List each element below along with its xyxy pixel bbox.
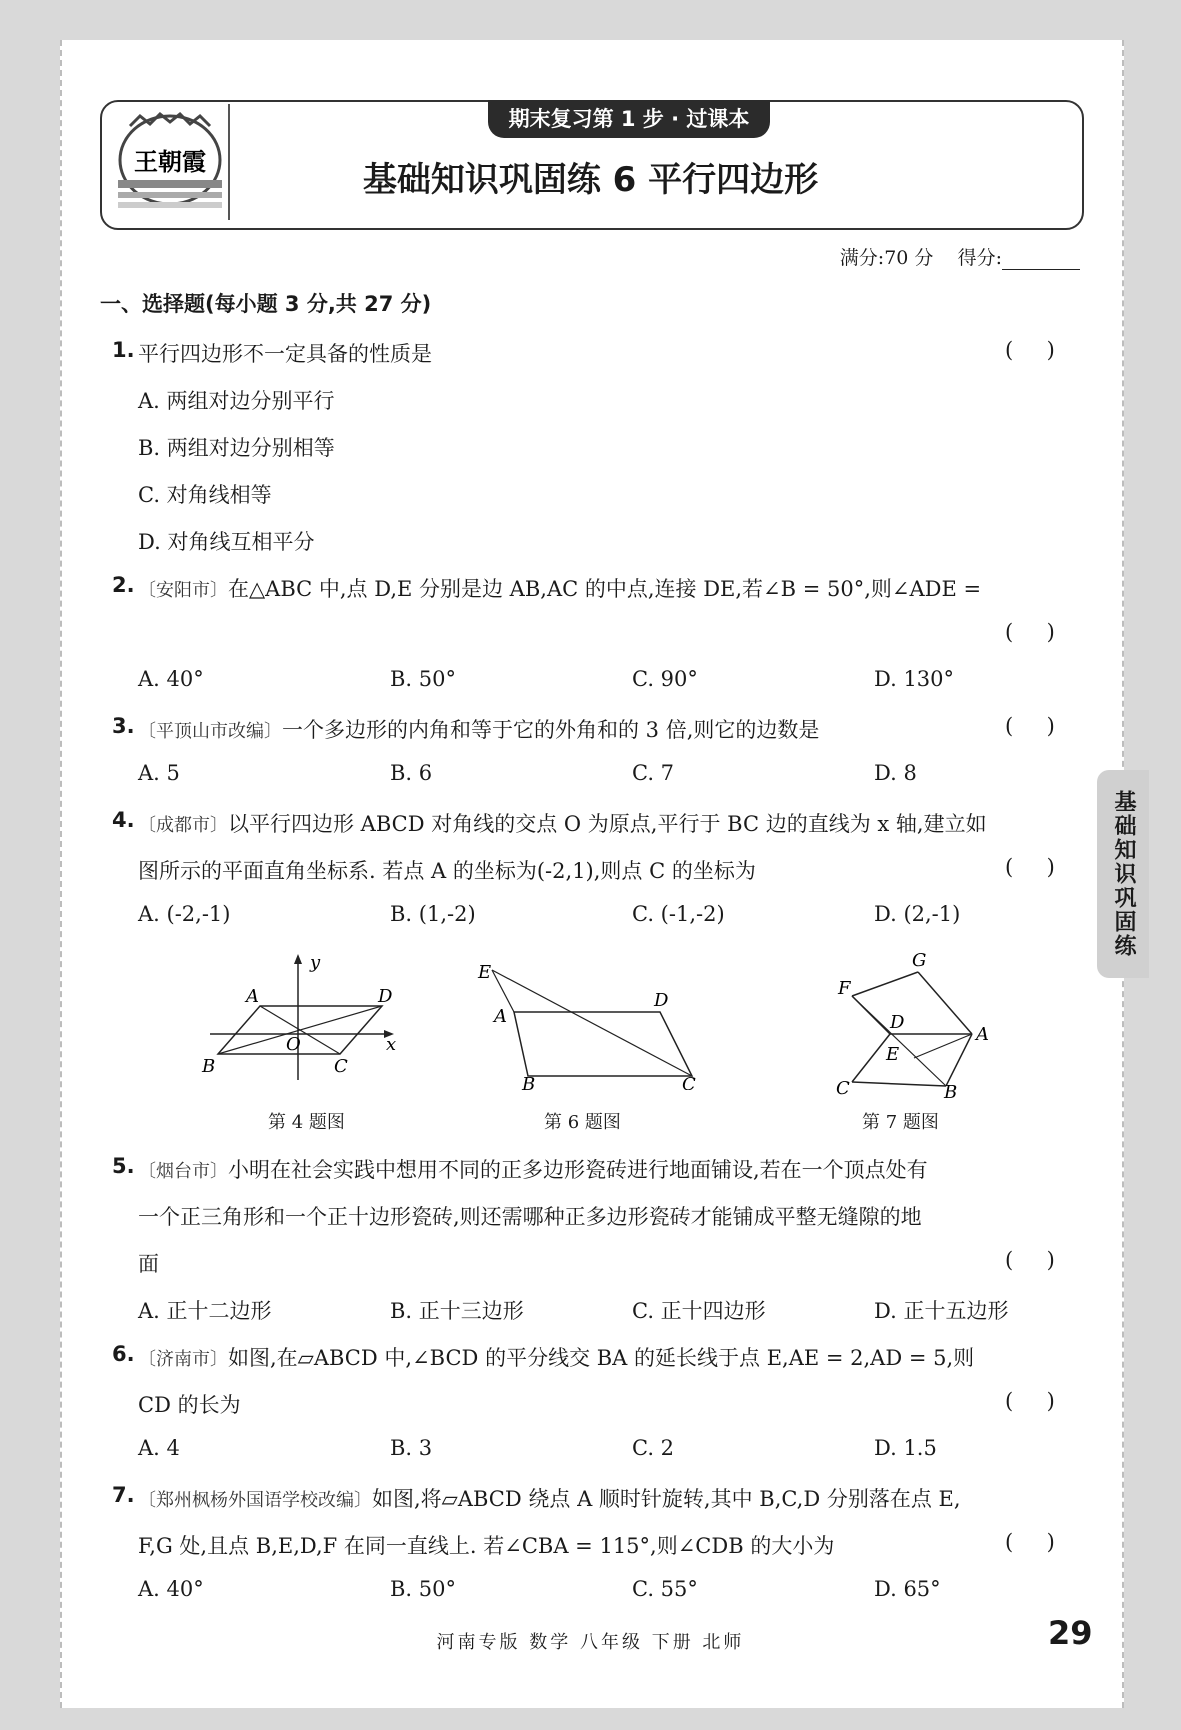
fig4-label-y: y (310, 952, 321, 973)
q1-option-d[interactable]: D. 对角线互相平分 (138, 530, 315, 554)
fig4-label-b: B (202, 1056, 216, 1077)
q5-stem-line1 (138, 1154, 928, 1184)
fig7-label-c: C (836, 1078, 850, 1099)
full-score: 满分:70 分 (839, 247, 934, 269)
q7-source: 〔郑州枫杨外国语学校改编〕 (138, 1490, 372, 1511)
q2-option-a[interactable]: A. 40° (138, 667, 204, 691)
fig7-ba (946, 1034, 972, 1086)
fig4-y-arrow (294, 954, 302, 964)
fig7-label-e: E (886, 1044, 900, 1065)
q6-option-a[interactable]: A. 4 (138, 1436, 180, 1460)
fig7-ea (914, 1034, 972, 1058)
q1-option-a[interactable]: A. 两组对边分别平行 (138, 389, 335, 413)
q7-answer-blank[interactable]: ( ) (1005, 1530, 1055, 1554)
fig6-label-b: B (522, 1074, 536, 1090)
q6-option-b[interactable]: B. 3 (390, 1436, 433, 1460)
fig7-dc (852, 1034, 890, 1082)
q2-option-b[interactable]: B. 50° (390, 667, 457, 691)
figure-7 (830, 950, 1000, 1100)
fig7-line-bf (852, 996, 946, 1086)
q5-option-b[interactable]: B. 正十三边形 (390, 1299, 524, 1323)
q2-option-c[interactable]: C. 90° (632, 667, 698, 691)
figure-7-caption: 第 7 题图 (862, 1112, 939, 1133)
q3-option-d[interactable]: D. 8 (874, 761, 917, 785)
q4-option-b[interactable]: B. (1,-2) (390, 902, 476, 926)
fig7-label-a: A (976, 1024, 989, 1045)
q7-text1: 如图,将▱ABCD 绕点 A 顺时针旋转,其中 B,C,D 分别落在点 E, (372, 1487, 961, 1511)
q4-option-a[interactable]: A. (-2,-1) (138, 902, 231, 926)
q5-answer-blank[interactable]: ( ) (1005, 1248, 1055, 1272)
page-title: 基础知识巩固练 6 平行四边形 (362, 160, 819, 200)
q5-number: 5. (112, 1154, 135, 1178)
q6-answer-blank[interactable]: ( ) (1005, 1389, 1055, 1413)
score-blank[interactable] (1002, 249, 1080, 270)
q6-number: 6. (112, 1342, 135, 1366)
q7-stem-line1 (138, 1483, 961, 1513)
q7-stem-line2: F,G 处,且点 B,E,D,F 在同一直线上. 若∠CBA = 115°,则∠CDB 的大小为 (138, 1534, 835, 1558)
q6-source: 〔济南市〕 (138, 1349, 228, 1370)
q3-text: 一个多边形的内角和等于它的外角和的 3 倍,则它的边数是 (282, 718, 820, 742)
q4-text1: 以平行四边形 ABCD 对角线的交点 O 为原点,平行于 BC 边的直线为 x 轴,建立如 (228, 812, 987, 836)
q7-option-d[interactable]: D. 65° (874, 1577, 941, 1601)
q4-option-d[interactable]: D. (2,-1) (874, 902, 961, 926)
page-number: 29 (1048, 1614, 1093, 1652)
q4-stem-line2: 图所示的平面直角坐标系. 若点 A 的坐标为(-2,1),则点 C 的坐标为 (138, 859, 756, 883)
fig7-label-f: F (838, 978, 851, 999)
q6-stem-line1 (138, 1342, 974, 1372)
fig4-label-o: O (286, 1034, 301, 1055)
q1-option-c[interactable]: C. 对角线相等 (138, 483, 272, 507)
q2-number: 2. (112, 573, 135, 597)
series-tab: 期末复习第 1 步 · 过课本 (488, 100, 770, 138)
fig7-label-b: B (944, 1082, 958, 1100)
logo-text: 王朝霞 (134, 147, 206, 176)
q1-option-b[interactable]: B. 两组对边分别相等 (138, 436, 335, 460)
score-label: 得分: (957, 247, 1002, 269)
q3-option-c[interactable]: C. 7 (632, 761, 675, 785)
footer-edition: 河南专版 数学 八年级 下册 北师 (436, 1632, 745, 1653)
fig7-label-g: G (912, 950, 927, 971)
q3-option-a[interactable]: A. 5 (138, 761, 180, 785)
q7-option-c[interactable]: C. 55° (632, 1577, 698, 1601)
figure-6-caption: 第 6 题图 (544, 1112, 621, 1133)
fig7-cb (852, 1082, 946, 1086)
q4-stem-line1 (138, 808, 987, 838)
section-heading: 一、选择题(每小题 3 分,共 27 分) (100, 292, 432, 316)
q6-option-d[interactable]: D. 1.5 (874, 1436, 937, 1460)
q4-option-c[interactable]: C. (-1,-2) (632, 902, 725, 926)
fig7-ga (918, 972, 972, 1034)
q4-number: 4. (112, 808, 135, 832)
fig6-parallelogram (514, 1012, 692, 1076)
q5-text1: 小明在社会实践中想用不同的正多边形瓷砖进行地面铺设,若在一个顶点处有 (228, 1158, 928, 1182)
q6-stem-line2: CD 的长为 (138, 1393, 241, 1417)
q2-stem (138, 573, 981, 603)
q7-number: 7. (112, 1483, 135, 1507)
fig6-label-e: E (478, 962, 492, 983)
q6-option-c[interactable]: C. 2 (632, 1436, 675, 1460)
q3-stem (138, 714, 819, 744)
figure-4-caption: 第 4 题图 (268, 1112, 345, 1133)
fig7-label-d: D (890, 1012, 905, 1033)
fig6-label-c: C (682, 1074, 696, 1090)
q5-source: 〔烟台市〕 (138, 1161, 228, 1182)
q5-stem-line3: 面 (138, 1252, 159, 1276)
q1-number: 1. (112, 338, 135, 362)
q2-option-d[interactable]: D. 130° (874, 667, 955, 691)
q2-source: 〔安阳市〕 (138, 580, 228, 601)
q7-option-a[interactable]: A. 40° (138, 1577, 204, 1601)
side-tab[interactable]: 基础知识巩固练 (1097, 770, 1149, 978)
fig4-label-x: x (386, 1034, 397, 1055)
q7-option-b[interactable]: B. 50° (390, 1577, 457, 1601)
q2-text: 在△ABC 中,点 D,E 分别是边 AB,AC 的中点,连接 DE,若∠B = 50°,则∠ADE = (228, 577, 982, 601)
q6-text1: 如图,在▱ABCD 中,∠BCD 的平分线交 BA 的延长线于点 E,AE = 2,AD = 5,则 (228, 1346, 975, 1370)
fig6-bisector-ce (492, 970, 692, 1076)
q4-source: 〔成都市〕 (138, 815, 228, 836)
q5-option-a[interactable]: A. 正十二边形 (138, 1299, 272, 1323)
q5-option-d[interactable]: D. 正十五边形 (874, 1299, 1009, 1323)
fig4-label-a: A (246, 986, 259, 1007)
q5-option-c[interactable]: C. 正十四边形 (632, 1299, 766, 1323)
q4-answer-blank[interactable]: ( ) (1005, 855, 1055, 879)
q5-stem-line2: 一个正三角形和一个正十边形瓷砖,则还需哪种正多边形瓷砖才能铺成平整无缝隙的地 (138, 1205, 922, 1229)
q3-source: 〔平顶山市改编〕 (138, 721, 282, 742)
fig4-label-c: C (334, 1056, 348, 1077)
fig6-label-d: D (654, 990, 669, 1011)
fig4-label-d: D (378, 986, 393, 1007)
fig6-label-a: A (494, 1006, 507, 1027)
figure-4 (200, 950, 420, 1090)
q3-number: 3. (112, 714, 135, 738)
q2-answer-blank[interactable]: ( ) (1005, 620, 1055, 644)
q3-option-b[interactable]: B. 6 (390, 761, 433, 785)
figure-6 (470, 950, 710, 1090)
q3-answer-blank[interactable]: ( ) (1005, 714, 1055, 738)
score-line (840, 243, 1080, 270)
q1-answer-blank[interactable]: ( ) (1005, 338, 1055, 362)
fig7-fg (852, 972, 918, 996)
q1-stem: 平行四边形不一定具备的性质是 (138, 342, 432, 366)
